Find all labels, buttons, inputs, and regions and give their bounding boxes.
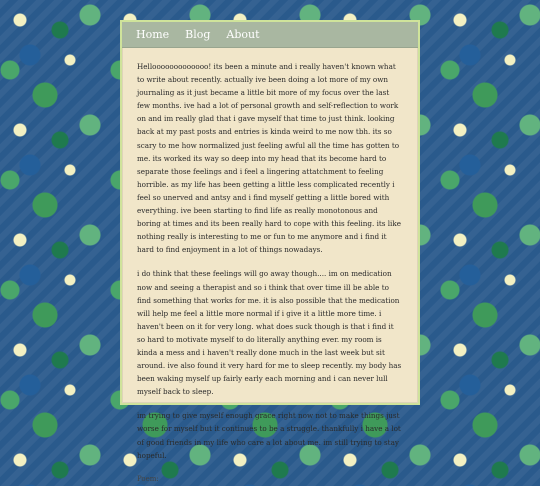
post-paragraph-2: i do think that these feelings will go away though.... im on medication now and seeing a therapist and so i think that over time ill be able to find something that works for me. it is also possible that the medication will help me feel a little more normal if i give it a little more time. i haven't been on it for very long. what does suck though is that i find it so hard to motivate myself to do literally anything ever. my room is kinda a mess and i haven't really done much in the last week but sit around. ive also found it very hard for me to sleep recently. my body has been waking myself up fairly early each morning and i can never lull myself back to sleep. <box>137 269 404 397</box>
post-paragraph-1: Hellooooooooooooo! its been a minute and i really haven't known what to write about recently. actually ive been doing a lot more of my own journaling as it just became a little bit more of my focus over the last few months. ive had a lot of personal growth and self-reflection to work on and im really glad that i gave myself that time to just think. looking back at my past posts and entries is kinda weird to me now tbh. its so scary to me how normalized just feeling awful all the time has gotten to me. its worked its way so deep into my head that its become hard to separate those feelings and i feel a lingering attatchment to feeling horrible. as my life has been getting a little less complicated recently i feel so unerved and antsy and i find myself getting a little bored with everything. ive been starting to find life as really monotonous and boring at times and its been really hard to cope with this feeling. its like nothing really is interesting to me or fun to me anymore and i find it hard to find enjoyment in a lot of things nowadays. <box>137 62 404 255</box>
nav-home-link[interactable]: Home <box>136 28 170 41</box>
page-frame <box>120 20 420 483</box>
nav-blog-link[interactable]: Blog <box>185 28 211 41</box>
post-section-label: Poem: <box>137 474 159 483</box>
post-content <box>122 48 418 486</box>
top-nav <box>122 22 418 48</box>
post-paragraph-3: im trying to give myself enough grace right now not to make things just worse for myself but it continues to be a struggle. thankfully i have a lot of good friends in my life who care a lot about me. im still trying to stay hopeful. <box>137 411 404 460</box>
nav-about-link[interactable]: About <box>226 28 260 41</box>
